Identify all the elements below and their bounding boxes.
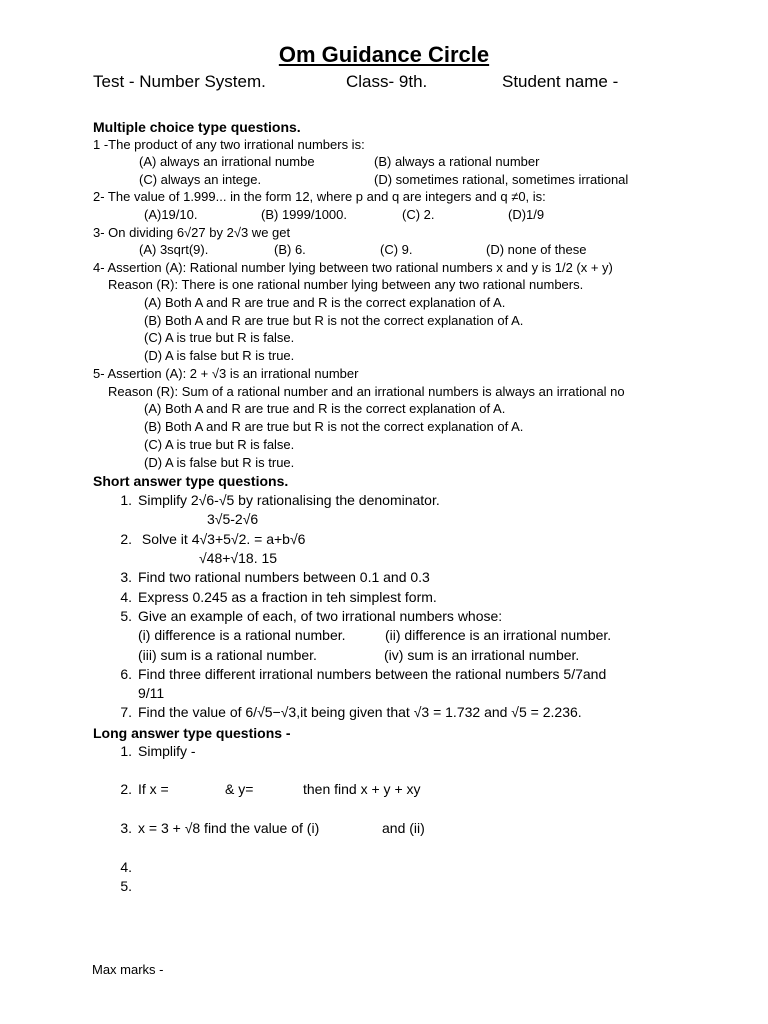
- student-name-label: Student name -: [502, 72, 619, 91]
- short-heading: Short answer type questions.: [93, 473, 289, 489]
- item-number: 2.: [120, 781, 132, 797]
- long-q4: [110, 859, 138, 875]
- short-q6: [110, 666, 606, 682]
- q3-option-a: (A) 3sqrt(9).: [139, 242, 209, 257]
- short-q2: [110, 531, 305, 547]
- short-q5-ii: (ii) difference is an irrational number.: [385, 627, 612, 643]
- q2-option-d: (D)1/9: [508, 207, 545, 222]
- item-text: If x =: [138, 781, 169, 797]
- short-q3: [110, 569, 430, 585]
- item-text: Simplify -: [138, 743, 196, 759]
- q1-stem: 1 -The product of any two irrational numbers is:: [93, 137, 365, 152]
- long-q2: [110, 781, 169, 797]
- long-q3: [110, 820, 319, 836]
- q1-option-d: (D) sometimes rational, sometimes irrational: [374, 172, 629, 187]
- q5-option-c: (C) A is true but R is false.: [144, 437, 295, 452]
- q3-option-b: (B) 6.: [274, 242, 306, 257]
- q1-option-b: (B) always a rational number: [374, 154, 540, 169]
- item-text: Find two rational numbers between 0.1 and 0.3: [138, 569, 430, 585]
- long-q2-find: then find x + y + xy: [303, 781, 421, 797]
- q2-stem: 2- The value of 1.999... in the form 12, where p and q are integers and q ≠0, is:: [93, 189, 546, 204]
- short-q5-iv: (iv) sum is an irrational number.: [384, 647, 580, 663]
- q1-option-c: (C) always an intege.: [139, 172, 262, 187]
- item-text: Simplify 2√6-√5 by rationalising the denominator.: [138, 492, 440, 508]
- q4-option-b: (B) Both A and R are true but R is not the correct explanation of A.: [144, 313, 524, 328]
- item-text: x = 3 + √8 find the value of (i): [138, 820, 320, 836]
- q5-option-b: (B) Both A and R are true but R is not the correct explanation of A.: [144, 419, 524, 434]
- item-text: Give an example of each, of two irrational numbers whose:: [138, 608, 503, 624]
- item-number: 1.: [120, 743, 132, 759]
- item-number: 4.: [120, 859, 132, 875]
- item-number: 5.: [120, 608, 132, 624]
- long-heading: Long answer type questions -: [93, 725, 291, 741]
- long-q5: [110, 878, 138, 894]
- q5-option-d: (D) A is false but R is true.: [144, 455, 295, 470]
- item-number: 4.: [120, 589, 132, 605]
- q2-option-c: (C) 2.: [402, 207, 435, 222]
- short-q1: [110, 492, 440, 508]
- short-q5-iii: (iii) sum is a rational number.: [138, 647, 317, 663]
- test-label: Test - Number System.: [93, 72, 266, 91]
- q4-stem: 4- Assertion (A): Rational number lying between two rational numbers x and y is 1/2 (x + y): [93, 260, 613, 275]
- q3-option-c: (C) 9.: [380, 242, 413, 257]
- q4-option-c: (C) A is true but R is false.: [144, 330, 295, 345]
- class-label: Class- 9th.: [346, 72, 428, 91]
- q5-option-a: (A) Both A and R are true and R is the correct explanation of A.: [144, 401, 506, 416]
- long-q1: [110, 743, 196, 759]
- short-q4: [110, 589, 437, 605]
- item-number: 3.: [120, 820, 132, 836]
- item-number: 6.: [120, 666, 132, 682]
- page-title: Om Guidance Circle: [278, 42, 490, 67]
- item-text: Find three different irrational numbers between the rational numbers 5/7and: [138, 666, 607, 682]
- item-number: 5.: [120, 878, 132, 894]
- long-q2-y: & y=: [225, 781, 254, 797]
- item-number: 1.: [120, 492, 132, 508]
- q1-option-a: (A) always an irrational numbe: [139, 154, 315, 169]
- short-q7: [110, 704, 582, 720]
- q5-reason: Reason (R): Sum of a rational number and an irrational numbers is always an irrational no: [108, 384, 625, 399]
- short-q2-sub: √48+√18. 15: [199, 550, 278, 566]
- q3-option-d: (D) none of these: [486, 242, 587, 257]
- item-number: 7.: [120, 704, 132, 720]
- short-q1-sub: 3√5-2√6: [207, 511, 259, 527]
- max-marks: Max marks -: [92, 962, 164, 977]
- item-text: Find the value of 6/√5−√3,it being given that √3 = 1.732 and √5 = 2.236.: [138, 704, 582, 720]
- q2-option-b: (B) 1999/1000.: [261, 207, 348, 222]
- q2-option-a: (A)19/10.: [144, 207, 198, 222]
- q5-stem: 5- Assertion (A): 2 + √3 is an irrational number: [93, 366, 359, 381]
- q4-option-d: (D) A is false but R is true.: [144, 348, 295, 363]
- mcq-heading: Multiple choice type questions.: [93, 119, 301, 135]
- item-text: Solve it 4√3+5√2. = a+b√6: [138, 531, 306, 547]
- item-number: 2.: [120, 531, 132, 547]
- short-q6-cont: 9/11: [138, 685, 165, 701]
- q4-reason: Reason (R): There is one rational number lying between any two rational numbers.: [108, 277, 584, 292]
- short-q5: [110, 608, 502, 624]
- q3-stem: 3- On dividing 6√27 by 2√3 we get: [93, 225, 291, 240]
- long-q3-ii: and (ii): [382, 820, 425, 836]
- item-text: Express 0.245 as a fraction in teh simplest form.: [138, 589, 437, 605]
- q4-option-a: (A) Both A and R are true and R is the correct explanation of A.: [144, 295, 506, 310]
- item-number: 3.: [120, 569, 132, 585]
- short-q5-i: (i) difference is a rational number.: [138, 627, 346, 643]
